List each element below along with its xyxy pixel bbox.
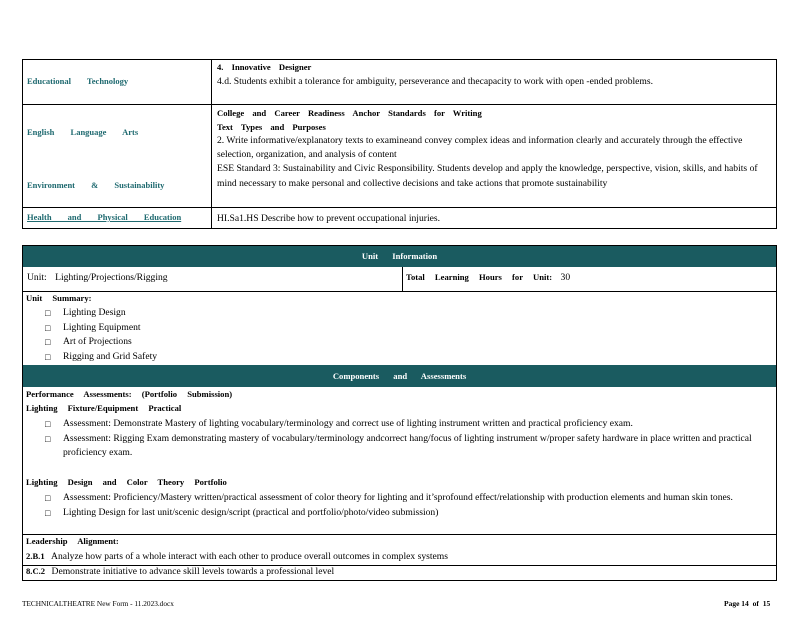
unit-name-row xyxy=(23,267,776,292)
standards-row xyxy=(23,208,776,229)
unit-label: Unit: xyxy=(27,272,47,283)
square-bullet-icon: □ xyxy=(45,351,51,362)
unit-name-cell xyxy=(27,272,168,283)
leadership-label: Leadership Alignment: xyxy=(26,536,119,546)
leadership-code: 2.B.1 xyxy=(26,551,45,561)
footer-page-number: Page 14 of 15 xyxy=(724,599,771,608)
footer-filename: TECHNICALTHEATRE New Form - 11.2023.docx xyxy=(22,599,174,608)
list-item: □ Art of Projections xyxy=(23,335,776,350)
subject-environment-sustainability: Environment & Sustainability xyxy=(27,180,165,190)
standard-cell xyxy=(212,211,776,229)
subject-cell xyxy=(23,208,212,229)
subject-cell xyxy=(23,105,212,207)
square-bullet-icon: □ xyxy=(45,337,51,347)
subject-health-physical-education[interactable]: Health and Physical Education xyxy=(27,212,182,222)
square-bullet-icon: □ xyxy=(45,507,51,518)
hours-label: Total Learning Hours for Unit: xyxy=(406,272,553,282)
unit-name: Lighting/Projections/Rigging xyxy=(55,272,168,283)
list-item: □ Rigging and Grid Safety xyxy=(23,350,776,365)
leadership-item xyxy=(26,566,334,577)
standard-text: HI.Sa1.HS Describe how to prevent occupational injuries. xyxy=(217,213,440,224)
square-bullet-icon: □ xyxy=(45,493,51,503)
standards-row xyxy=(23,60,776,105)
unit-information-header: Unit Information xyxy=(23,246,776,267)
fixture-list xyxy=(23,417,754,461)
list-item: □ Assessment: Demonstrate Mastery of lighting vocabulary/terminology and correct use of lighting instrument written and practical proficiency exam. xyxy=(23,417,754,432)
subject-english-language-arts: English Language Arts xyxy=(27,127,139,137)
cell-divider xyxy=(402,267,403,291)
performance-label: Performance Assessments: (Portfolio Submission) xyxy=(26,389,233,399)
subject-cell xyxy=(23,60,212,104)
summary-list xyxy=(23,306,776,364)
design-list xyxy=(23,491,754,520)
unit-table xyxy=(22,245,777,581)
leadership-code: 8.C.2 xyxy=(26,566,46,576)
standard-heading: College and Career Readiness Anchor Standards for Writing xyxy=(217,108,482,118)
standard-cell xyxy=(212,106,776,207)
standards-table xyxy=(22,59,777,229)
standard-cell xyxy=(212,61,776,104)
standards-row xyxy=(23,105,776,208)
subject-educational-technology: Educational Technology xyxy=(27,76,129,86)
list-item: □ Assessment: Rigging Exam demonstrating mastery of vocabulary/terminology andcorrect hang/focus of lighting instrument w/proper safety hardware in place written and practical proficiency exam. xyxy=(45,432,752,458)
leadership-item xyxy=(26,551,448,562)
fixture-label: Lighting Fixture/Equipment Practical xyxy=(26,403,182,413)
standard-text: 2. Write informative/explanatory texts to examineand convey complex ideas and information clearly and accurately through the effective selection, organization, and analysis of content xyxy=(217,135,743,160)
leadership-text: Demonstrate initiative to advance skill levels towards a professional level xyxy=(51,566,335,577)
hours-cell xyxy=(406,272,570,283)
list-item: □ Lighting Design xyxy=(23,306,776,321)
components-header: Components and Assessments xyxy=(23,365,776,387)
square-bullet-icon: □ xyxy=(45,419,51,429)
list-item: □ Assessment: Proficiency/Mastery written/practical assessment of color theory for lighting and it’sprofound effect/relationship with production elements and human skin tones. xyxy=(23,491,754,506)
hours-value: 30 xyxy=(560,272,571,283)
design-label: Lighting Design and Color Theory Portfolio xyxy=(26,477,227,487)
square-bullet-icon: □ xyxy=(45,433,51,444)
standard-text: ESE Standard 3: Sustainability and Civic Responsibility. Students develop and apply the knowledge, perspective, vision, skills, and habits of mind necessary to make personal and collective decisions and take actions that promote sustainability xyxy=(217,163,758,189)
list-item: □ Lighting Equipment xyxy=(23,321,776,336)
standard-heading: 4. Innovative Designer xyxy=(217,62,312,72)
divider xyxy=(23,534,776,535)
list-item: □ Lighting Design for last unit/scenic design/script (practical and portfolio/photo/video submission) xyxy=(23,506,754,521)
square-bullet-icon: □ xyxy=(45,322,51,333)
leadership-text: Analyze how parts of a whole interact with each other to produce overall outcomes in complex systems xyxy=(51,551,448,562)
summary-label: Unit Summary: xyxy=(26,293,92,303)
standard-text: 4.d. Students exhibit a tolerance for ambiguity, perseverance and thecapacity to work with open -ended problems. xyxy=(217,76,654,87)
square-bullet-icon: □ xyxy=(45,308,51,318)
standard-subheading: Text Types and Purposes xyxy=(217,122,326,132)
